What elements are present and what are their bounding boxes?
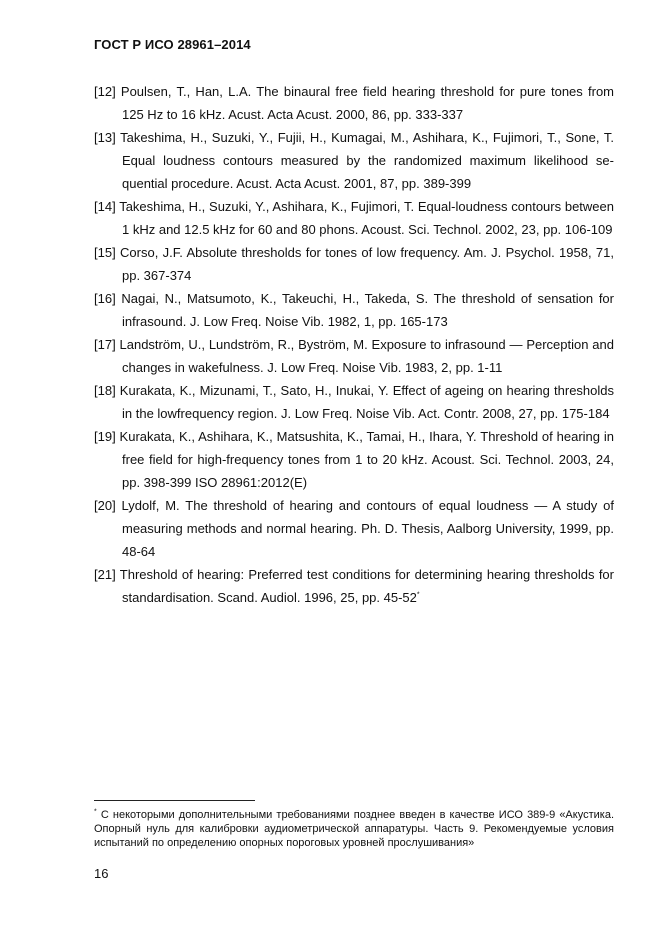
reference-item	[94, 563, 614, 609]
reference-text: [18] Kurakata, K., Mizunami, T., Sato, H., Inukai, Y. Effect of ageing on hearing thresholds in the lowfrequency region. J. Low Freq. Noise Vib. Act. Contr. 2008, 27, pp. 175-184	[94, 383, 614, 421]
reference-text: [14] Takeshima, H., Suzuki, Y., Ashihara, K., Fujimori, T. Equal-loudness contours between 1 kHz and 12.5 kHz for 60 and 80 phons. Acoust. Sci. Technol. 2002, 23, pp. 106-109	[94, 199, 614, 237]
footnote-marker[interactable]: *	[416, 591, 420, 599]
footnote-mark: *	[94, 808, 97, 816]
footnote-text: С некоторыми дополнительными требованиями позднее введен в качестве ИСО 389-9 «Акустика. Опорный нуль для калибровки аудиометрической аппаратуры. Часть 9. Рекомендуемые условия испытаний по определению опорных пороговых уровней прослушивания»	[94, 809, 614, 849]
reference-item	[94, 425, 614, 494]
reference-item	[94, 195, 614, 241]
reference-text: [21] Threshold of hearing: Preferred test conditions for determining hearing thresholds for standardisation. Scand. Audiol. 1996, 25, pp. 45-52	[94, 567, 614, 605]
reference-item	[94, 287, 614, 333]
reference-item	[94, 126, 614, 195]
reference-item	[94, 333, 614, 379]
page-number: 16	[94, 866, 109, 881]
reference-text: [12] Poulsen, T., Han, L.A. The binaural free field hearing threshold for pure tones from 125 Hz to 16 kHz. Acust. Acta Acust. 2000, 86, pp. 333-337	[94, 84, 614, 122]
reference-text: [13] Takeshima, H., Suzuki, Y., Fujii, H., Kumagai, M., Ashihara, K., Fujimori, T., Sone, T. Equal loudness contours measured by the randomized maximum likelihood sequential procedure. Acust. Acta Acust. 2001, 87, pp. 389-399	[94, 130, 614, 191]
document-header: ГОСТ Р ИСО 28961–2014	[94, 37, 251, 52]
reference-item	[94, 379, 614, 425]
footnote-divider	[94, 800, 255, 801]
footnote	[94, 808, 614, 850]
reference-item	[94, 494, 614, 563]
reference-text: [17] Landström, U., Lundström, R., Byström, M. Exposure to infrasound — Perception and changes in wakefulness. J. Low Freq. Noise Vib. 1983, 2, pp. 1-11	[94, 337, 614, 375]
reference-item	[94, 80, 614, 126]
reference-text: [16] Nagai, N., Matsumoto, K., Takeuchi, H., Takeda, S. The threshold of sensation for infrasound. J. Low Freq. Noise Vib. 1982, 1, pp. 165-173	[94, 291, 614, 329]
reference-text: [15] Corso, J.F. Absolute thresholds for tones of low frequency. Am. J. Psychol. 1958, 71, pp. 367-374	[94, 245, 614, 283]
reference-text: [20] Lydolf, M. The threshold of hearing and contours of equal loudness — A study of measuring methods and normal hearing. Ph. D. Thesis, Aalborg University, 1999, pp. 48-64	[94, 498, 614, 559]
reference-text: [19] Kurakata, K., Ashihara, K., Matsushita, K., Tamai, H., Ihara, Y. Threshold of hearing in free field for high-frequency tones from 1 to 20 kHz. Acoust. Sci. Technol. 2003, 24, pp. 398-399 ISO 28961:2012(E)	[94, 429, 614, 490]
reference-item	[94, 241, 614, 287]
reference-list	[94, 80, 614, 609]
